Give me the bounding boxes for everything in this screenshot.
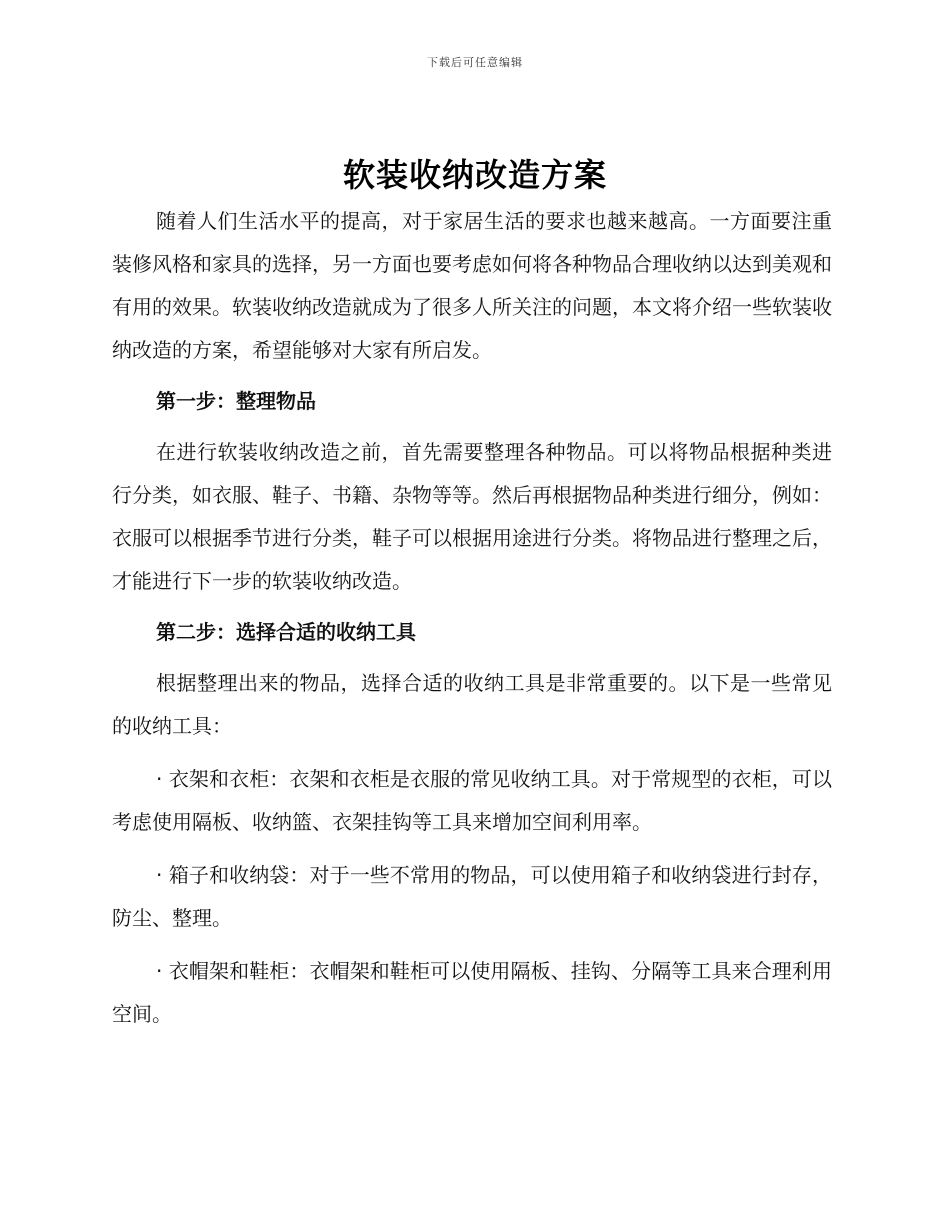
list-item-boxes: · 箱子和收纳袋：对于一些不常用的物品，可以使用箱子和收纳袋进行封存，防尘、整理。 [112, 863, 832, 930]
document-body [112, 200, 832, 1036]
step1-paragraph: 在进行软装收纳改造之前，首先需要整理各种物品。可以将物品根据种类进行分类，如衣服、鞋子、书籍、杂物等等。然后再根据物品种类进行细分，例如：衣服可以根据季节进行分类，鞋子可以根据用途进行分类。将物品进行整理之后，才能进行下一步的软装收纳改造。 [112, 440, 832, 593]
document-title: 软装收纳改造方案 [342, 156, 607, 194]
step2-heading: 第二步：选择合适的收纳工具 [156, 620, 416, 644]
list-item-wardrobe: · 衣架和衣柜：衣架和衣柜是衣服的常见收纳工具。对于常规型的衣柜，可以考虑使用隔板、收纳篮、衣架挂钩等工具来增加空间利用率。 [112, 767, 832, 834]
intro-paragraph: 随着人们生活水平的提高，对于家居生活的要求也越来越高。一方面要注重装修风格和家具的选择，另一方面也要考虑如何将各种物品合理收纳以达到美观和有用的效果。软装收纳改造就成为了很多人所关注的问题，本文将介绍一些软装收纳改造的方案，希望能够对大家有所启发。 [112, 209, 832, 362]
header-note: 下载后可任意编辑 [427, 56, 523, 69]
step1-heading: 第一步：整理物品 [156, 389, 316, 413]
step2-paragraph: 根据整理出来的物品，选择合适的收纳工具是非常重要的。以下是一些常见的收纳工具： [112, 671, 832, 738]
list-item-shoe-rack: · 衣帽架和鞋柜：衣帽架和鞋柜可以使用隔板、挂钩、分隔等工具来合理利用空间。 [112, 959, 832, 1026]
